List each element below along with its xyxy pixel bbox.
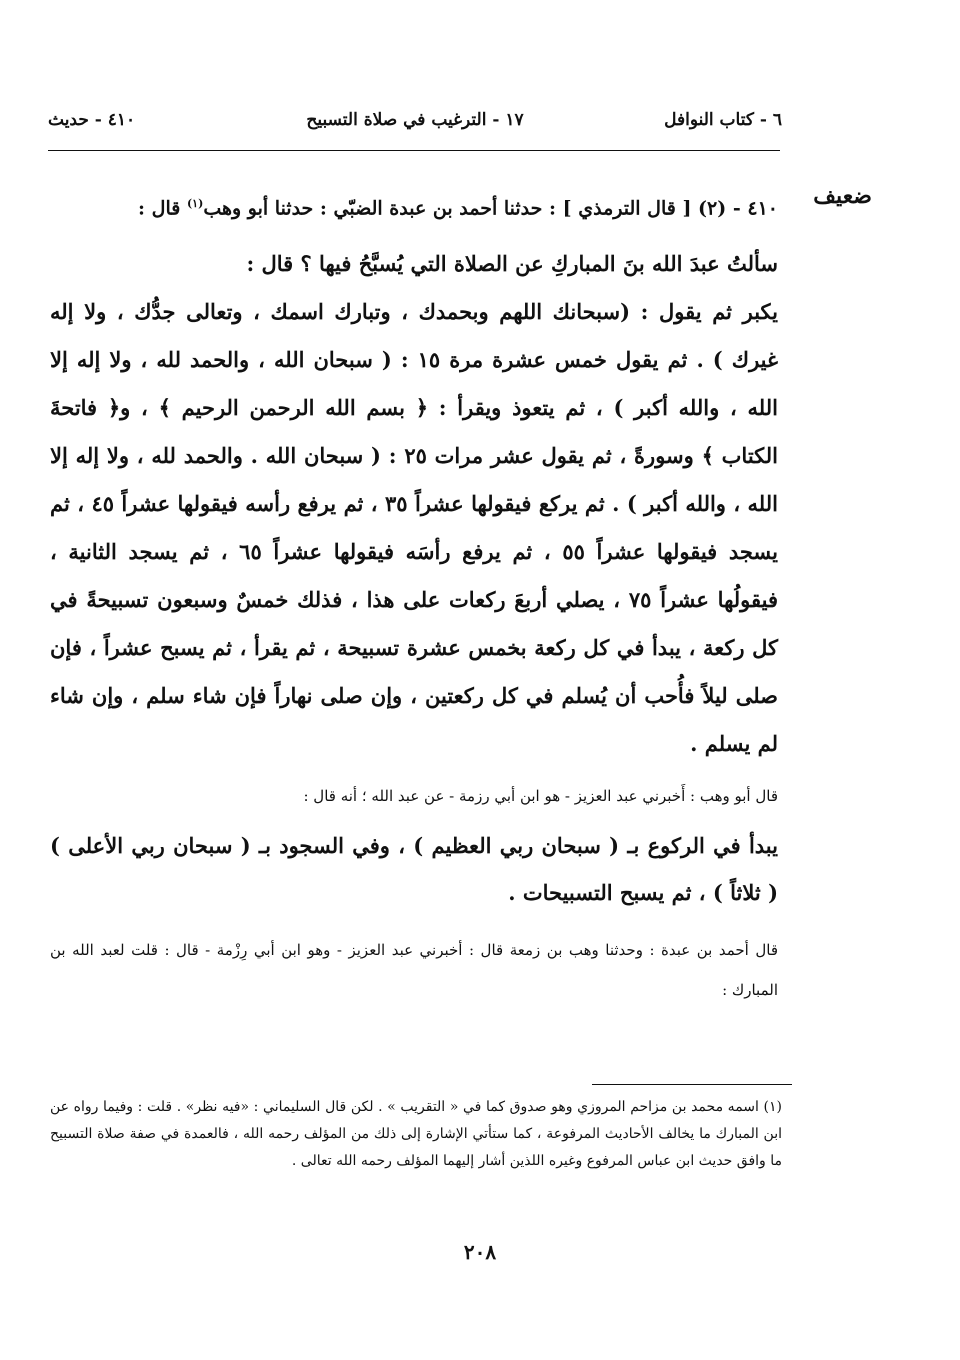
- hadith-counter: ٤١٠ - حديث: [48, 110, 136, 130]
- footnote-1: (١) اسمه محمد بن مزاحم المروزي وهو صدوق كما في « التقريب » . لكن قال السليماني : «فيه نظر» . قلت : وفيما رواه عن ابن المبارك ما يخالف الأحاديث المرفوعة ، كما ستأتي الإشارة إلى ذلك من المؤلف رحمه الله ، فالعمدة في صفة صلاة التسبيح ما وافق حديث ابن عباس المرفوع وغيره اللذين أشار إليهما المؤلف رحمه الله تعالى .: [50, 1099, 782, 1169]
- running-head: [48, 110, 782, 146]
- hadith-addition: يبدأ في الركوع بـ ( سبحان ربي العظيم ) ، وفي السجود بـ ( سبحان ربي الأعلى ) ( ثلاثاً ) ، ثم يسبح التسبيحات .: [50, 833, 778, 906]
- footnotes: [50, 1094, 782, 1175]
- isnad-text: ٤١٠ - (٢) [ قال الترمذي ] : حدثنا أحمد بن عبدة الضبّي : حدثنا أبو وهب: [203, 197, 778, 220]
- grade-label: ضعيف: [813, 183, 872, 209]
- chain-note: قال أحمد بن عبدة : وحدثنا وهب بن زمعة قال : أخبرني عبد العزيز - وهو ابن أبي رِزْمة - قال : قلت لعبد الله بن المبارك :: [50, 941, 778, 1000]
- main-text: [50, 186, 778, 1010]
- footnote-reference: (١): [186, 197, 204, 210]
- chapter-title: ١٧ - الترغيب في صلاة التسبيح: [306, 110, 524, 130]
- narrator-note: قال أبو وهب : أَخبرني عبد العزيز - هو ابن أبي رزمة - عن عبد الله ؛ أنه قال :: [303, 787, 778, 806]
- page-number: ٢٠٨: [463, 1240, 497, 1264]
- hadith-question: سألتُ عبدَ الله بنَ المباركِ عن الصلاة التي يُسبَّحُ فيها ؟ قال :: [246, 251, 778, 277]
- hadith-matn: يكبر ثم يقول : (سبحانك اللهم وبحمدك ، وتبارك اسمك ، وتعالى جدُّك ، ولا إله غيرك ) . ثم يقول خمس عشرة مرة ١٥ : ( سبحان الله ، والحمد لله ، ولا إله إلا الله ، والله أكبر ) ، ثم يتعوذ ويقرأ : ﴿ بسم الله الرحمن الرحيم ﴾ ، و﴿ فاتحةَ الكتاب ﴾ وسورةً ، ثم يقول عشر مرات ٢٥ : ( سبحان الله . والحمد لله ، ولا إله إلا الله ، والله أكبر ) . ثم يركع فيقولها عشراً ٣٥ ، ثم يرفع رأسه فيقولها عشراً ٤٥ ، ثم يسجد فيقولها عشراً ٥٥ ، ثم يرفع رأسَه فيقولها عشراً ٦٥ ، ثم يسجد الثانية ، فيقولُها عشراً ٧٥ ، يصلي أربعَ ركعات على هذا ، فذلك خمسٌ وسبعون تسبيحةً في كل ركعة ، يبدأ في كل ركعة بخمس عشرة تسبيحة ، ثم يقرأ ، ثم يسبح عشراً ، فإن صلى ليلاً فأُحب أن يُسلم في كل ركعتين ، وإن صلى نهاراً فإن شاء سلم ، وإن شاء لم يسلم .: [50, 299, 779, 757]
- book-section-title: ٦ - كتاب النوافل: [664, 110, 782, 130]
- header-rule: [48, 150, 780, 151]
- hadith-isnad: [50, 186, 778, 226]
- isnad-end: قال :: [138, 197, 187, 220]
- footnote-rule: [592, 1084, 792, 1085]
